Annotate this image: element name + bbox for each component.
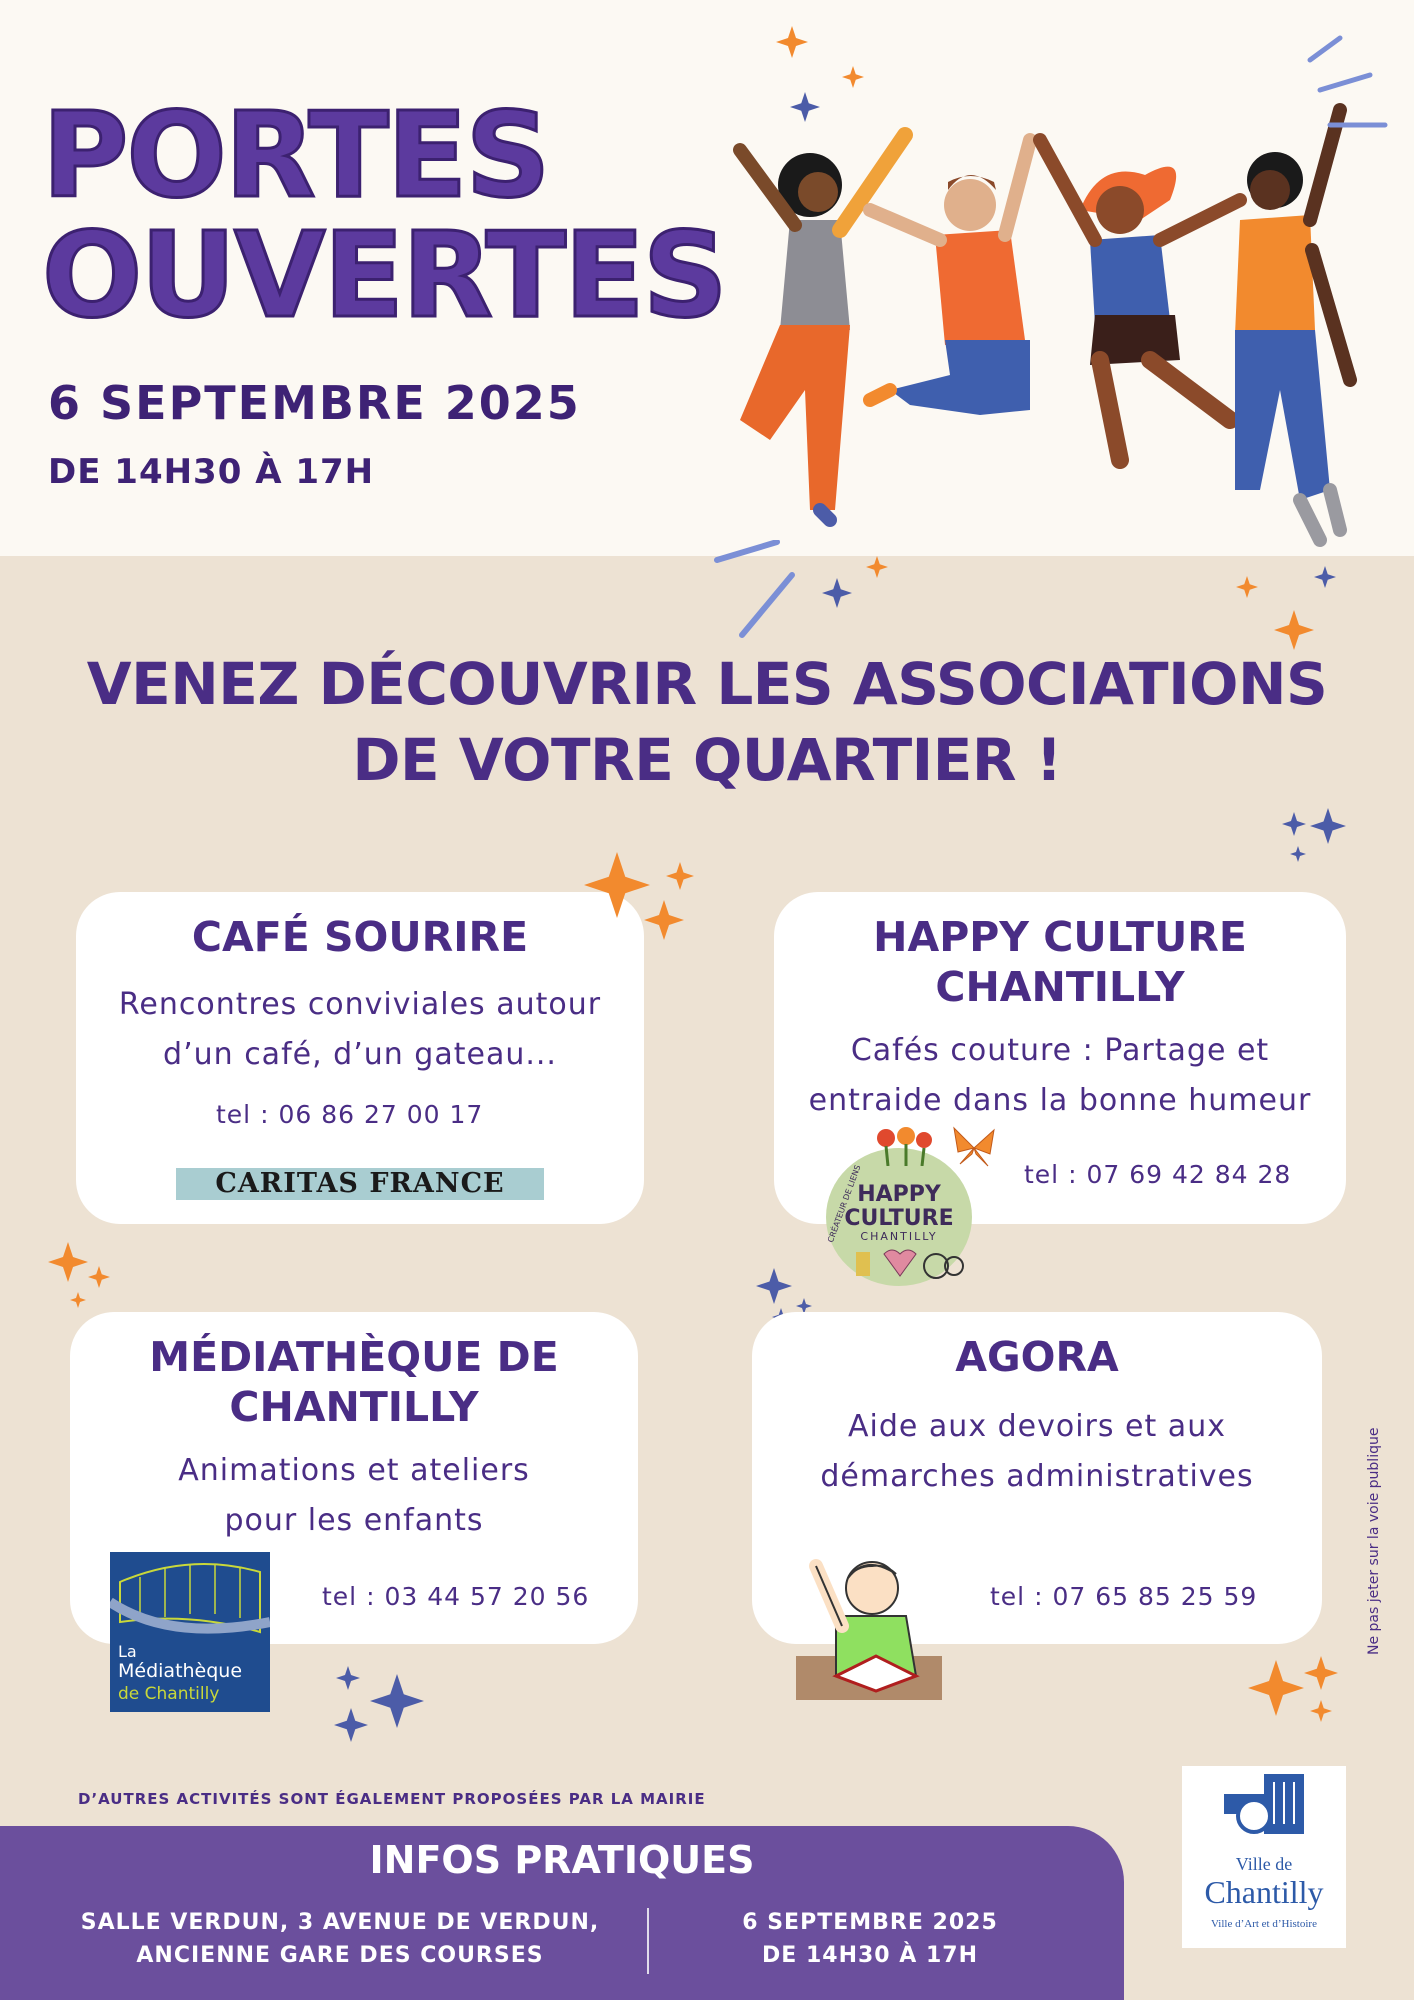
star-icon (756, 1268, 792, 1304)
sewing-icons (854, 1246, 964, 1280)
logo-text-mediatheque: Médiathèque (118, 1660, 243, 1682)
footer-time: DE 14H30 À 17H (762, 1943, 978, 1968)
card-title-line2: CHANTILLY (229, 1383, 479, 1431)
star-icon (584, 852, 650, 918)
ville-de-chantilly-logo (1182, 1766, 1346, 1948)
logo-text-createur: CRÉATEUR DE LIENS (826, 1163, 863, 1244)
burst-lines-icon (712, 540, 802, 640)
footer-title: INFOS PRATIQUES (369, 1838, 755, 1882)
burst-lines-icon (1300, 30, 1390, 130)
headline-line1: VENEZ DÉCOUVRIR LES ASSOCIATIONS (86, 650, 1328, 718)
star-icon (336, 1666, 360, 1690)
star-icon (666, 862, 694, 890)
person-1-figure (740, 135, 905, 520)
person-3-figure (1040, 140, 1240, 460)
star-icon (644, 900, 684, 940)
card-title-line1: HAPPY CULTURE (873, 913, 1247, 961)
logo-text-chantilly: de Chantilly (118, 1684, 220, 1704)
association-card-cafe-sourire (76, 892, 644, 1224)
flowers-icon (874, 1126, 934, 1166)
card-desc-line1: Cafés couture : Partage et (850, 1033, 1270, 1068)
star-icon (1282, 812, 1306, 836)
card-title-line2: CHANTILLY (935, 963, 1185, 1011)
footer-date: 6 SEPTEMBRE 2025 (742, 1910, 998, 1935)
star-icon (1310, 1700, 1332, 1722)
event-time: DE 14H30 À 17H (48, 452, 375, 492)
phone-number[interactable]: tel : 07 65 85 25 59 (990, 1582, 1258, 1611)
phone-number[interactable]: tel : 07 69 42 84 28 (1024, 1160, 1292, 1189)
event-date: 6 SEPTEMBRE 2025 (48, 376, 581, 430)
star-icon (1310, 808, 1346, 844)
card-desc-line2: entraide dans la bonne humeur (808, 1083, 1312, 1118)
page-title-line2: OUVERTES (42, 206, 726, 344)
footer-infos-pratiques (0, 1826, 1124, 2000)
logo-text-happy: HAPPY (857, 1182, 941, 1207)
star-icon (1274, 610, 1314, 650)
card-title: AGORA (955, 1333, 1119, 1381)
address-line1: SALLE VERDUN, 3 AVENUE DE VERDUN, (80, 1910, 600, 1935)
star-icon (842, 66, 864, 88)
star-icon (866, 556, 888, 578)
card-title-line1: MÉDIATHÈQUE DE (149, 1333, 559, 1381)
headline-line2: DE VOTRE QUARTIER ! (352, 726, 1062, 794)
page-title-line1: PORTES (42, 86, 549, 224)
card-desc-line1: Aide aux devoirs et aux (848, 1409, 1226, 1444)
person-2-figure (870, 140, 1030, 415)
star-icon (88, 1266, 110, 1288)
castle-emblem-icon (1224, 1774, 1308, 1846)
mairie-note: D’AUTRES ACTIVITÉS SONT ÉGALEMENT PROPOSÉES PAR LA MAIRIE (78, 1790, 706, 1808)
star-icon (776, 26, 808, 58)
card-desc-line2: démarches administratives (820, 1459, 1254, 1494)
star-icon (1314, 566, 1336, 588)
card-title: CAFÉ SOURIRE (191, 913, 529, 961)
side-note: Ne pas jeter sur la voie publique (1366, 1427, 1382, 1655)
star-icon (70, 1292, 86, 1308)
star-icon (822, 578, 852, 608)
star-icon (1304, 1656, 1338, 1690)
star-icon (334, 1708, 368, 1742)
logo-line3: Ville d’Art et d’Histoire (1211, 1918, 1317, 1930)
footer-datetime (700, 1906, 1040, 1972)
phone-number[interactable]: tel : 03 44 57 20 56 (322, 1582, 590, 1611)
star-icon (1236, 576, 1258, 598)
mediatheque-logo (110, 1552, 270, 1712)
card-desc-line1: Animations et ateliers (178, 1453, 530, 1488)
footer-address (80, 1906, 600, 1972)
star-icon (1290, 846, 1306, 862)
phone-number[interactable]: tel : 06 86 27 00 17 (216, 1100, 484, 1129)
star-icon (1248, 1660, 1304, 1716)
person-4-figure (1235, 110, 1350, 540)
butterfly-icon (950, 1124, 998, 1172)
logo-text-culture: CULTURE (844, 1206, 954, 1231)
logo-line2: Chantilly (1204, 1874, 1324, 1910)
star-icon (370, 1674, 424, 1728)
caritas-logo: CARITAS FRANCE (176, 1168, 544, 1200)
star-icon (48, 1242, 88, 1282)
card-desc-line2: d’un café, d’un gateau... (163, 1037, 557, 1072)
footer-divider (647, 1908, 649, 1974)
address-line2: ANCIENNE GARE DES COURSES (136, 1943, 544, 1968)
card-desc-line2: pour les enfants (224, 1503, 484, 1538)
logo-line1: Ville de (1235, 1854, 1293, 1874)
student-raising-hand-illustration (796, 1526, 942, 1700)
card-desc-line1: Rencontres conviviales autour (118, 987, 602, 1022)
building-graphic (110, 1552, 270, 1642)
jumping-people-illustration (700, 90, 1360, 570)
logo-text-la: La (118, 1642, 137, 1661)
star-icon (790, 92, 820, 122)
logo-text-chantilly: CHANTILLY (860, 1230, 938, 1243)
